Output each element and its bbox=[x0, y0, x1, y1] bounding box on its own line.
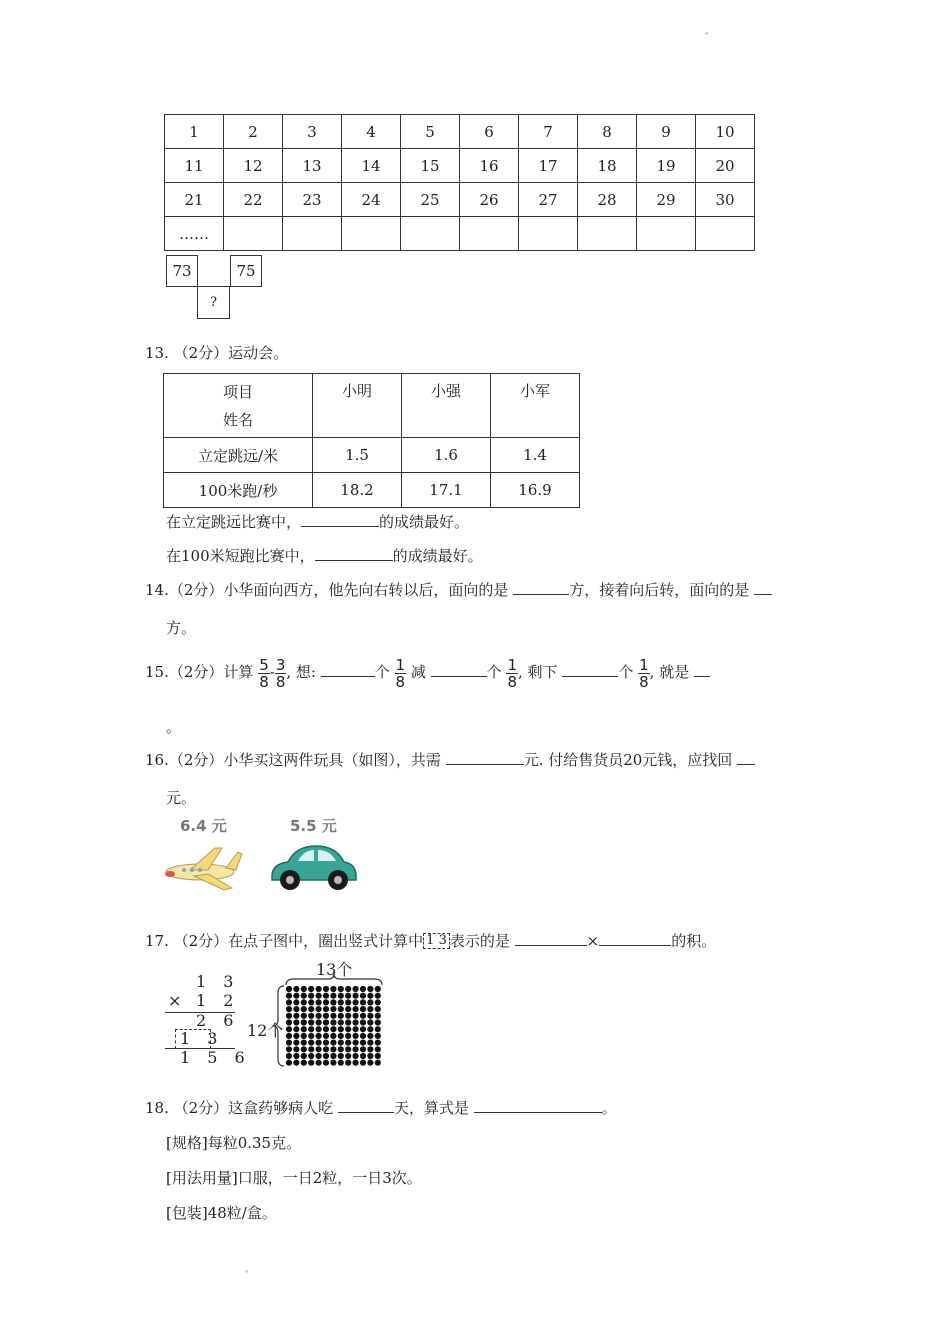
dot bbox=[367, 999, 373, 1005]
dot bbox=[330, 1040, 336, 1046]
dot bbox=[345, 1013, 351, 1019]
dot bbox=[360, 1013, 366, 1019]
grid-cell: 24 bbox=[342, 183, 401, 217]
dot bbox=[345, 999, 351, 1005]
dot bbox=[353, 1006, 359, 1012]
dot bbox=[345, 993, 351, 999]
dot bbox=[360, 1019, 366, 1025]
dot bbox=[316, 1013, 322, 1019]
dot bbox=[301, 1060, 307, 1066]
row-value: 1.4 bbox=[491, 438, 580, 473]
dot bbox=[301, 1053, 307, 1059]
dot bbox=[330, 1013, 336, 1019]
dot bbox=[353, 1060, 359, 1066]
car-price: 5.5 元 bbox=[290, 817, 337, 835]
row-value: 16.9 bbox=[491, 473, 580, 508]
dot bbox=[293, 1053, 299, 1059]
dot bbox=[367, 1033, 373, 1039]
dot bbox=[330, 1033, 336, 1039]
toy-car-icon bbox=[266, 840, 360, 894]
grid-cell: 11 bbox=[165, 149, 224, 183]
dot bbox=[338, 1026, 344, 1032]
fraction-3-8: $\frac{3}{8}$ bbox=[275, 655, 286, 691]
dot bbox=[345, 1019, 351, 1025]
dot bbox=[323, 1019, 329, 1025]
dot bbox=[330, 1053, 336, 1059]
dot bbox=[323, 1040, 329, 1046]
grid-cell: 15 bbox=[401, 149, 460, 183]
dot bbox=[308, 1040, 314, 1046]
name-header: 小强 bbox=[402, 374, 491, 438]
dot bbox=[301, 1040, 307, 1046]
grid-cell: 28 bbox=[578, 183, 637, 217]
grid-cell: 17 bbox=[519, 149, 578, 183]
grid-cell bbox=[578, 217, 637, 251]
dot bbox=[338, 1006, 344, 1012]
grid-cell: 30 bbox=[696, 183, 755, 217]
dot bbox=[323, 1013, 329, 1019]
dot bbox=[360, 986, 366, 992]
dot bbox=[323, 1046, 329, 1052]
grid-cell bbox=[342, 217, 401, 251]
dot bbox=[293, 1046, 299, 1052]
dot bbox=[375, 1013, 381, 1019]
grid-cell: 25 bbox=[401, 183, 460, 217]
dot bbox=[293, 1013, 299, 1019]
dot bbox=[308, 1033, 314, 1039]
grid-cell: 7 bbox=[519, 115, 578, 149]
grid-cell bbox=[519, 217, 578, 251]
grid-cell bbox=[401, 217, 460, 251]
dot bbox=[375, 1060, 381, 1066]
dot bbox=[353, 1026, 359, 1032]
dot bbox=[375, 1040, 381, 1046]
dot bbox=[367, 1013, 373, 1019]
dot bbox=[301, 993, 307, 999]
grid-cell: 13 bbox=[283, 149, 342, 183]
dot bbox=[286, 1026, 292, 1032]
dot bbox=[367, 1046, 373, 1052]
q16-line2: 元。 bbox=[166, 789, 197, 807]
dot bbox=[330, 986, 336, 992]
dot bbox=[308, 1046, 314, 1052]
dot bbox=[360, 1040, 366, 1046]
dot bbox=[338, 1040, 344, 1046]
dot bbox=[367, 1026, 373, 1032]
grid-cell: 14 bbox=[342, 149, 401, 183]
dot bbox=[330, 1046, 336, 1052]
dot bbox=[316, 993, 322, 999]
dot bbox=[375, 1019, 381, 1025]
dot bbox=[316, 1053, 322, 1059]
dot bbox=[330, 993, 336, 999]
dot bbox=[330, 1019, 336, 1025]
dot-grid[interactable] bbox=[284, 985, 382, 1067]
q18-spec: [规格]每粒0.35克。 bbox=[166, 1134, 302, 1152]
dot bbox=[375, 986, 381, 992]
grid-cell: 8 bbox=[578, 115, 637, 149]
grid-row bbox=[165, 217, 755, 251]
dot bbox=[330, 1006, 336, 1012]
grid-cell: 21 bbox=[165, 183, 224, 217]
fragment-cell-empty bbox=[197, 255, 230, 287]
dot bbox=[316, 999, 322, 1005]
dot bbox=[353, 1046, 359, 1052]
q13-line2: 在100米短跑比赛中， 的成绩最好。 bbox=[166, 547, 483, 565]
grid-cell: 2 bbox=[224, 115, 283, 149]
dot bbox=[345, 986, 351, 992]
vert-row3: 2 6 bbox=[196, 1011, 240, 1030]
diag-header-cell bbox=[164, 374, 313, 438]
grid-cell: 18 bbox=[578, 149, 637, 183]
dot bbox=[375, 1053, 381, 1059]
dot bbox=[353, 993, 359, 999]
dot bbox=[293, 1019, 299, 1025]
dot bbox=[316, 1019, 322, 1025]
q17-line: 17. （2分）在点子图中，圈出竖式计算中 1 3 表示的是 × 的积。 bbox=[145, 932, 717, 950]
grid-cell bbox=[460, 217, 519, 251]
dot bbox=[323, 1033, 329, 1039]
dot bbox=[316, 1026, 322, 1032]
dot bbox=[345, 1060, 351, 1066]
dot bbox=[367, 1019, 373, 1025]
grid-cell: 9 bbox=[637, 115, 696, 149]
fraction-1-8: $\frac{1}{8}$ bbox=[507, 655, 517, 691]
dot bbox=[286, 993, 292, 999]
dot bbox=[338, 1033, 344, 1039]
row-label: 立定跳远/米 bbox=[164, 438, 313, 473]
dot bbox=[323, 1006, 329, 1012]
q14-line1: 14.（2分）小华面向西方，他先向右转以后，面向的是 方，接着向后转，面向的是 bbox=[145, 580, 772, 600]
grid-cell bbox=[637, 217, 696, 251]
fragment-cell-below: ? bbox=[197, 286, 230, 319]
name-header: 小军 bbox=[491, 374, 580, 438]
dot bbox=[338, 999, 344, 1005]
dot bbox=[301, 1026, 307, 1032]
dot bbox=[375, 1033, 381, 1039]
q16-line1: 16.（2分）小华买这两件玩具（如图），共需 元. 付给售货员20元钱，应找回 bbox=[145, 750, 755, 770]
dot bbox=[338, 993, 344, 999]
dot bbox=[367, 1040, 373, 1046]
grid-cell: 20 bbox=[696, 149, 755, 183]
dot bbox=[286, 1006, 292, 1012]
dot bbox=[338, 1046, 344, 1052]
fraction-1-8: $\frac{1}{8}$ bbox=[395, 655, 406, 691]
dot bbox=[316, 1046, 322, 1052]
dot bbox=[353, 1053, 359, 1059]
q14-line2: 方。 bbox=[166, 619, 197, 637]
dot bbox=[330, 1060, 336, 1066]
grid-cell: 12 bbox=[224, 149, 283, 183]
number-grid bbox=[164, 114, 755, 251]
dot bbox=[293, 999, 299, 1005]
dot bbox=[375, 1006, 381, 1012]
q18-line: 18. （2分）这盒药够病人吃 天，算式是 。 bbox=[145, 1099, 617, 1117]
dot bbox=[308, 1006, 314, 1012]
dot bbox=[353, 1040, 359, 1046]
dot bbox=[293, 993, 299, 999]
grid-cell: 22 bbox=[224, 183, 283, 217]
grid-cell: 19 bbox=[637, 149, 696, 183]
diag-header-top: 项目 bbox=[222, 382, 253, 401]
grid-cell bbox=[224, 217, 283, 251]
dot bbox=[367, 1060, 373, 1066]
dot bbox=[360, 1046, 366, 1052]
row-value: 18.2 bbox=[313, 473, 402, 508]
dot bbox=[338, 986, 344, 992]
grid-cell: 1 bbox=[165, 115, 224, 149]
dot bbox=[367, 986, 373, 992]
dot bbox=[338, 1060, 344, 1066]
vert-row4: 1 3 bbox=[180, 1029, 224, 1048]
q13-line1: 在立定跳远比赛中， 的成绩最好。 bbox=[166, 513, 470, 531]
name-header: 小明 bbox=[313, 374, 402, 438]
dot bbox=[301, 986, 307, 992]
dot bbox=[316, 1006, 322, 1012]
row-value: 1.6 bbox=[402, 438, 491, 473]
dot bbox=[301, 999, 307, 1005]
dot bbox=[308, 993, 314, 999]
dots-top-label: 13个 bbox=[316, 960, 353, 979]
toy-plane-icon bbox=[160, 840, 246, 892]
dot bbox=[301, 1046, 307, 1052]
q18-pack: [包装]48粒/盒。 bbox=[166, 1204, 277, 1222]
fraction-1-8: $\frac{1}{8}$ bbox=[639, 655, 649, 691]
fragment-cell-right: 75 bbox=[230, 255, 262, 287]
dot bbox=[308, 999, 314, 1005]
q15-end: 。 bbox=[166, 718, 182, 736]
dot bbox=[323, 999, 329, 1005]
dot bbox=[316, 1040, 322, 1046]
grid-row bbox=[165, 183, 755, 217]
q13-title: 13. （2分）运动会。 bbox=[145, 344, 289, 362]
dot bbox=[293, 1026, 299, 1032]
dot bbox=[367, 993, 373, 999]
grid-cell: 6 bbox=[460, 115, 519, 149]
dot bbox=[286, 1046, 292, 1052]
dot bbox=[286, 1019, 292, 1025]
dot bbox=[360, 1026, 366, 1032]
dot bbox=[345, 1046, 351, 1052]
page-mark-bottom: " bbox=[245, 1270, 249, 1278]
row-label: 100米跑/秒 bbox=[164, 473, 313, 508]
dot bbox=[293, 1006, 299, 1012]
dot bbox=[367, 1053, 373, 1059]
dot bbox=[301, 1033, 307, 1039]
plane-price: 6.4 元 bbox=[180, 817, 227, 835]
dot bbox=[316, 1033, 322, 1039]
dot bbox=[286, 999, 292, 1005]
dot bbox=[353, 999, 359, 1005]
grid-cell: 26 bbox=[460, 183, 519, 217]
dot bbox=[301, 1006, 307, 1012]
grid-row bbox=[165, 149, 755, 183]
dot bbox=[286, 1040, 292, 1046]
sports-table bbox=[163, 373, 580, 508]
dot bbox=[293, 1040, 299, 1046]
grid-cell: 4 bbox=[342, 115, 401, 149]
dot bbox=[308, 1060, 314, 1066]
dot bbox=[286, 1053, 292, 1059]
dot bbox=[308, 1013, 314, 1019]
dashed-box-13: 1 3 bbox=[423, 933, 450, 949]
q18-usage: [用法用量]口服，一日2粒，一日3次。 bbox=[166, 1169, 422, 1187]
grid-cell: 10 bbox=[696, 115, 755, 149]
dot bbox=[316, 1060, 322, 1066]
dot bbox=[360, 1053, 366, 1059]
dot bbox=[345, 1026, 351, 1032]
dot bbox=[360, 1006, 366, 1012]
dot bbox=[308, 1026, 314, 1032]
dot bbox=[353, 1019, 359, 1025]
dot bbox=[338, 1019, 344, 1025]
dot bbox=[308, 986, 314, 992]
grid-row bbox=[165, 115, 755, 149]
row-value: 1.5 bbox=[313, 438, 402, 473]
dot bbox=[286, 1060, 292, 1066]
dot bbox=[345, 1033, 351, 1039]
dot bbox=[338, 1053, 344, 1059]
dot bbox=[330, 999, 336, 1005]
vert-row1: 1 3 bbox=[196, 972, 240, 991]
dot bbox=[308, 1053, 314, 1059]
grid-cell: 29 bbox=[637, 183, 696, 217]
vert-row5: 1 5 6 bbox=[180, 1048, 251, 1067]
vert-row2: 1 2 bbox=[196, 991, 240, 1010]
dot bbox=[323, 993, 329, 999]
dot bbox=[360, 1060, 366, 1066]
grid-cell: 27 bbox=[519, 183, 578, 217]
dot bbox=[286, 986, 292, 992]
dot bbox=[360, 999, 366, 1005]
dot bbox=[323, 1060, 329, 1066]
dot bbox=[323, 986, 329, 992]
dot bbox=[353, 1013, 359, 1019]
dot bbox=[330, 1026, 336, 1032]
grid-cell: 16 bbox=[460, 149, 519, 183]
dot bbox=[308, 1019, 314, 1025]
dot bbox=[345, 1053, 351, 1059]
q15-line: 15.（2分）计算 $\frac{5}{8}$ - $\frac{3}{8}$ , 想: 个 $\frac{1}{8}$ 减 个 $\frac{1}{8}$ , 剩下 个 $\frac{1}{8}$ , 就是 bbox=[145, 652, 710, 692]
dot bbox=[293, 1033, 299, 1039]
grid-cell bbox=[696, 217, 755, 251]
vert-op: × bbox=[168, 991, 188, 1010]
dot bbox=[323, 1053, 329, 1059]
grid-cell: …… bbox=[165, 217, 224, 251]
dot bbox=[353, 986, 359, 992]
grid-cell: 5 bbox=[401, 115, 460, 149]
dot bbox=[360, 993, 366, 999]
dot bbox=[345, 1040, 351, 1046]
dot bbox=[293, 986, 299, 992]
dot bbox=[338, 1013, 344, 1019]
dot bbox=[367, 1006, 373, 1012]
dot bbox=[375, 999, 381, 1005]
dot bbox=[293, 1060, 299, 1066]
diag-header-bottom: 姓名 bbox=[222, 410, 253, 429]
fragment-cell-left: 73 bbox=[166, 255, 198, 287]
dot bbox=[286, 1013, 292, 1019]
dot bbox=[316, 986, 322, 992]
dot bbox=[301, 1013, 307, 1019]
dot bbox=[375, 1046, 381, 1052]
dot bbox=[353, 1033, 359, 1039]
grid-cell: 3 bbox=[283, 115, 342, 149]
dot bbox=[323, 1026, 329, 1032]
dot bbox=[375, 1026, 381, 1032]
grid-cell: 23 bbox=[283, 183, 342, 217]
fraction-5-8: $\frac{5}{8}$ bbox=[259, 655, 269, 691]
dot bbox=[375, 993, 381, 999]
grid-cell bbox=[283, 217, 342, 251]
dots-left-label: 12个 bbox=[247, 1021, 284, 1040]
dot bbox=[360, 1033, 366, 1039]
dot bbox=[301, 1019, 307, 1025]
dot bbox=[286, 1033, 292, 1039]
dot bbox=[345, 1006, 351, 1012]
page-mark-top: " bbox=[705, 32, 709, 40]
row-value: 17.1 bbox=[402, 473, 491, 508]
